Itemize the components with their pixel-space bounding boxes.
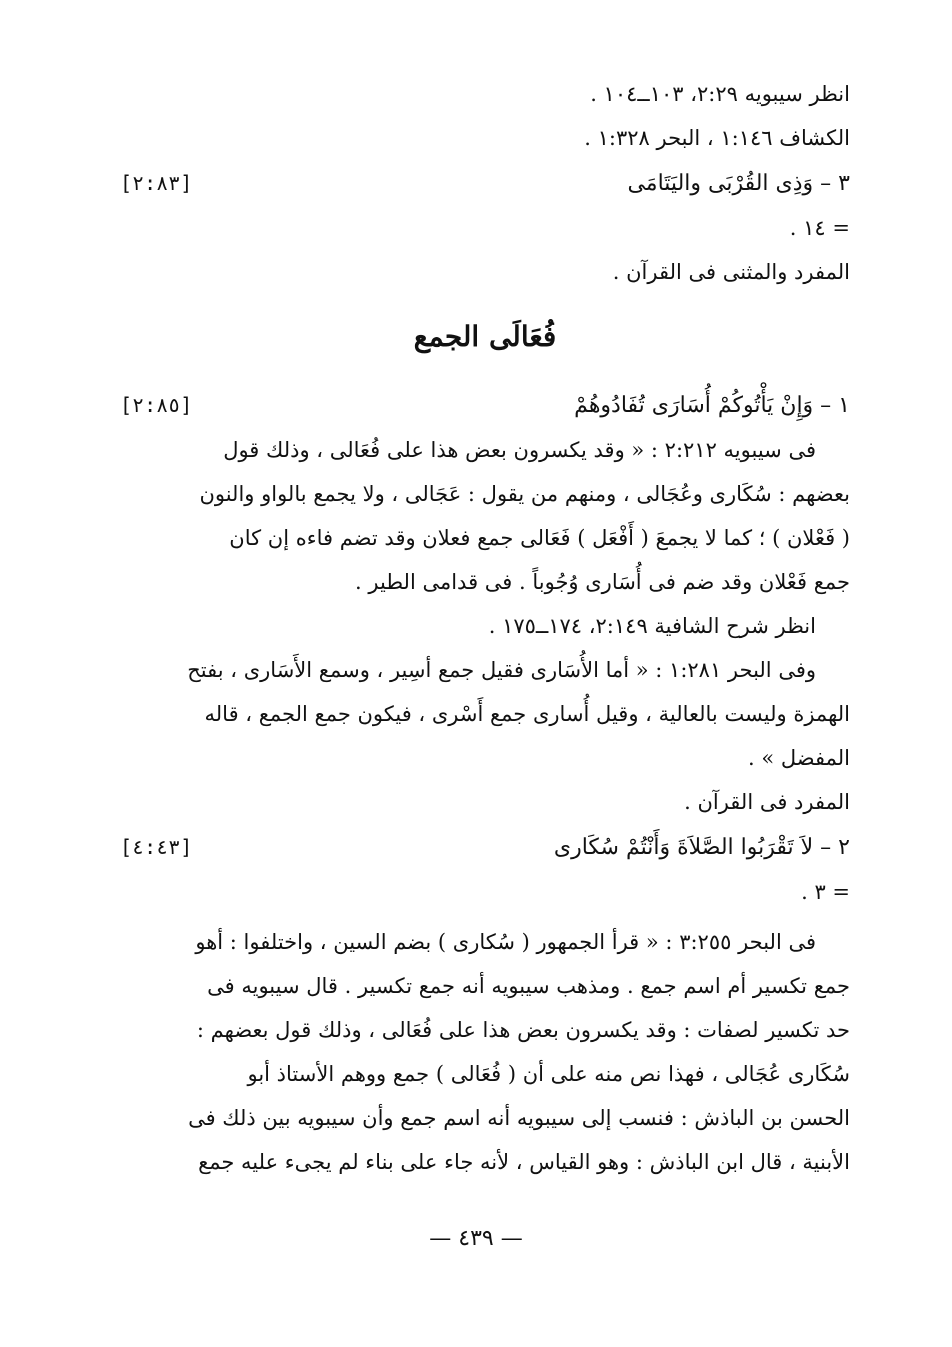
paragraph-line: الهمزة وليست بالعالية ، وقيل أُسارى جمع أَسْرى ، فيكون جمع الجمع ، قاله	[204, 702, 850, 726]
paragraph-line: بعضهم : سُكَارى وعُجَالى ، ومنهم من يقول : عَجَالى ، ولا يجمع بالواو والنون	[199, 482, 850, 506]
verse-entry	[120, 382, 850, 428]
citation-line: الكشاف ١:١٤٦ ، البحر ١:٣٢٨ .	[584, 126, 850, 150]
paragraph-line: فى البحر ٣:٢٥٥ : « قرأ الجمهور ( سُكارى ) بضم السين ، واختلفوا : أهو	[195, 930, 816, 954]
paragraph-line: فى سيبويه ٢:٢١٢ : « وقد يكسرون بعض هذا على فُعَالى ، وذلك قول	[223, 438, 816, 462]
paragraph-line: المفضل » .	[748, 746, 850, 770]
paragraph-line: جمع تكسير أم اسم جمع . ومذهب سيبويه أنه جمع تكسير . قال سيبويه فى	[207, 974, 850, 998]
paragraph-line: سُكَارى عُجَالى ، فهذا نص منه على أن ( فُعَالى ) جمع ووهم الأستاذ أبو	[247, 1062, 850, 1086]
book-page	[120, 72, 850, 1184]
verse-text: ٢ – لاَ تَقْرَبُوا الصَّلاَةَ وَأَنْتُمْ سُكَارى	[553, 835, 850, 860]
verse-reference: [٢:٨٣]	[120, 171, 193, 195]
verse-reference: [٤:٤٣]	[120, 835, 193, 859]
verse-text: ٣ – وَذِى القُرْبَى واليَتَامَى	[627, 171, 850, 196]
note-line: المفرد فى القرآن .	[684, 790, 850, 814]
verse-entry	[120, 160, 850, 206]
citation-line: انظر سيبويه ٢:٢٩، ١٠٣ــ١٠٤ .	[590, 82, 850, 106]
commentary-paragraph	[120, 920, 850, 1184]
paragraph-line: حد تكسير لصفات : وقد يكسرون بعض هذا على فُعَالى ، وذلك قول بعضهم :	[196, 1018, 850, 1042]
note-line: المفرد والمثنى فى القرآن .	[612, 260, 850, 284]
paragraph-line: وفى البحر ١:٢٨١ : « أما الأُسَارى فقيل جمع أسِير ، وسمع الأَسَارى ، بفتح	[187, 658, 816, 682]
paragraph-line: الحسن بن الباذش : فنسب إلى سيبويه أنه اسم جمع وأن سيبويه بين ذلك فى	[188, 1106, 850, 1130]
verse-text: ١ – وَإِنْ يَأْتُوكُمْ أُسَارَى تُفَادُوهُمْ	[574, 393, 850, 418]
verse-reference: [٢:٨٥]	[120, 393, 193, 417]
citation-line: انظر شرح الشافية ٢:١٤٩، ١٧٤ــ١٧٥ .	[488, 614, 816, 638]
paragraph-line: جمع فَعْلان وقد ضم فى أُسَارى وُجُوباً . فى قدامى الطير .	[355, 570, 850, 594]
commentary-paragraph	[120, 428, 850, 604]
page-number: — ٤٣٩ —	[429, 1226, 523, 1251]
paragraph-line: الأبنية ، قال ابن الباذش : وهو القياس ، لأنه جاء على بناء لم يجىء عليه جمع	[198, 1150, 850, 1174]
occurrence-count: = ٣ .	[801, 880, 850, 904]
paragraph-line: ( فَعْلان ) ؛ كما لا يجمعَ ( أَفْعَل ) فَعَالى جمع فعلان وقد تضم فاءه إن كان	[229, 526, 850, 550]
occurrence-count: = ١٤ .	[789, 216, 850, 240]
verse-entry	[120, 824, 850, 870]
section-heading: فُعَالَى الجمع	[413, 320, 557, 353]
commentary-paragraph	[120, 648, 850, 780]
